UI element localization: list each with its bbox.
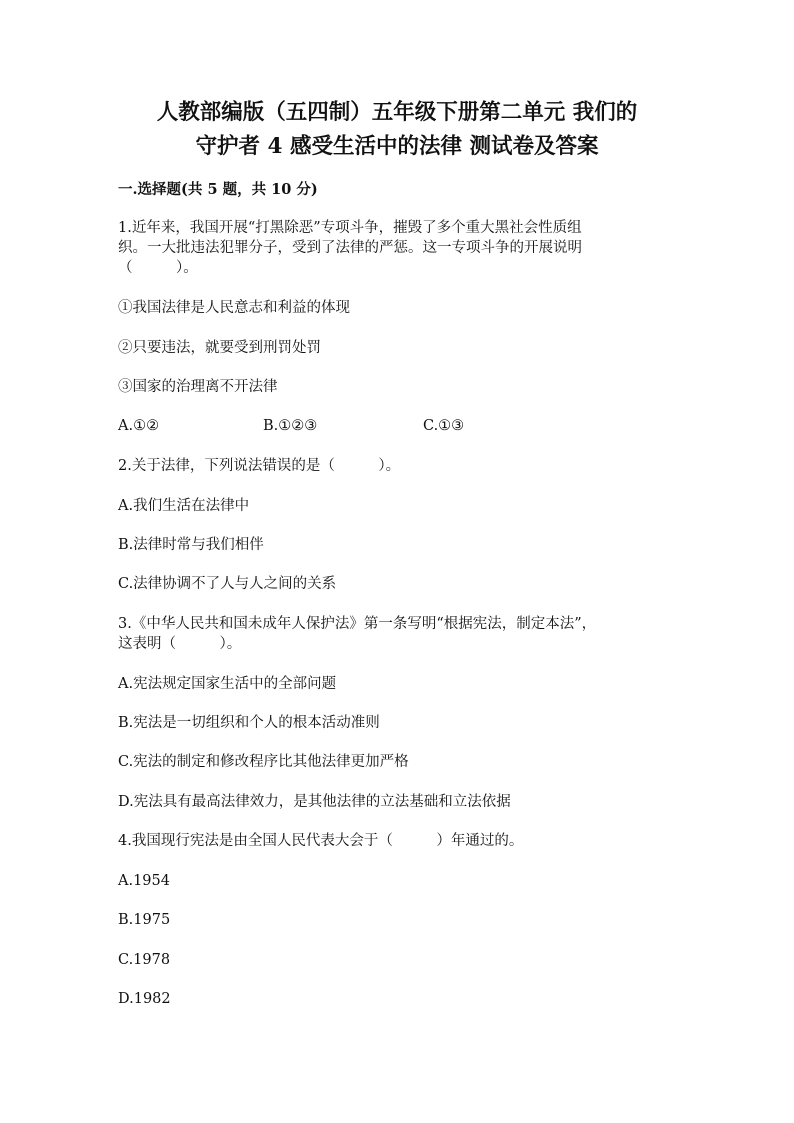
title-line-1: 人教部编版（五四制）五年级下册第二单元 我们的 xyxy=(156,100,638,125)
q3-option-a: A.宪法规定国家生活中的全部问题 xyxy=(118,676,337,692)
section-heading: 一.选择题(共 5 题，共 10 分) xyxy=(118,181,318,198)
q1-options xyxy=(118,418,618,438)
title-line-2: 守护者 4 感受生活中的法律 测试卷及答案 xyxy=(195,134,599,159)
q1-option-a: A.①② xyxy=(118,418,160,434)
q2-option-a: A.我们生活在法律中 xyxy=(118,498,250,514)
q4-option-b: B.1975 xyxy=(118,912,171,928)
q2-stem: 2.关于法律，下列说法错误的是（ ）。 xyxy=(118,458,401,474)
q1-statement-2: ②只要违法，就要受到刑罚处罚 xyxy=(118,340,321,356)
q2-option-b: B.法律时常与我们相伴 xyxy=(118,537,264,553)
q1-stem-line-1: 1.近年来，我国开展“打黑除恶”专项斗争，摧毁了多个重大黑社会性质组 xyxy=(118,220,582,236)
q3-option-d: D.宪法具有最高法律效力，是其他法律的立法基础和立法依据 xyxy=(118,794,511,810)
page-title xyxy=(100,96,694,164)
q3-stem-line-1: 3.《中华人民共和国未成年人保护法》第一条写明“根据宪法，制定本法”， xyxy=(118,616,597,632)
q1-option-c: C.①③ xyxy=(423,418,465,434)
q1-option-b: B.①②③ xyxy=(263,418,318,434)
q3-option-b: B.宪法是一切组织和个人的根本活动准则 xyxy=(118,715,380,731)
q4-option-c: C.1978 xyxy=(118,952,171,968)
q3-option-c: C.宪法的制定和修改程序比其他法律更加严格 xyxy=(118,754,409,770)
q4-stem: 4.我国现行宪法是由全国人民代表大会于（ ）年通过的。 xyxy=(118,833,524,849)
q2-option-c: C.法律协调不了人与人之间的关系 xyxy=(118,576,337,592)
q4-option-a: A.1954 xyxy=(118,873,170,889)
q4-option-d: D.1982 xyxy=(118,991,171,1007)
q1-stem-line-3: （ ）。 xyxy=(118,260,198,276)
q3-stem-line-2: 这表明（ ）。 xyxy=(118,636,242,652)
q1-stem-line-2: 织。一大批违法犯罪分子，受到了法律的严惩。这一专项斗争的开展说明 xyxy=(118,240,582,256)
q1-statement-1: ①我国法律是人民意志和利益的体现 xyxy=(118,300,350,316)
q1-statement-3: ③国家的治理离不开法律 xyxy=(118,379,278,395)
